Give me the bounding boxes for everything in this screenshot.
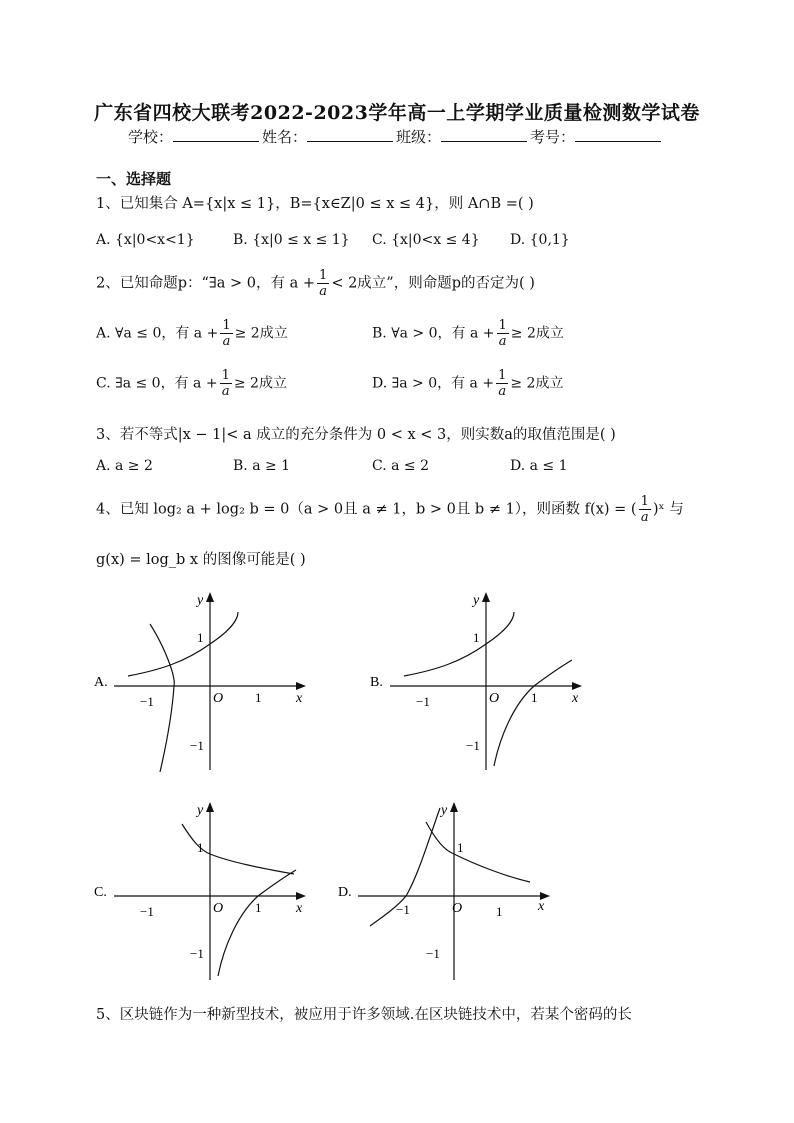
q2-option-a-post: ≥ 2成立 bbox=[234, 325, 288, 342]
y-axis-arrow bbox=[482, 592, 490, 602]
q2-option-d-fraction bbox=[496, 368, 508, 399]
y-tick-1: 1 bbox=[197, 840, 204, 855]
x-tick-1: 1 bbox=[496, 904, 503, 919]
frac-numerator: 1 bbox=[319, 268, 328, 283]
class-blank[interactable] bbox=[441, 127, 527, 142]
q1-option-a: A. {x|0<x<1} bbox=[96, 232, 195, 248]
frac-numerator: 1 bbox=[498, 368, 507, 383]
q1-option-c: C. {x|0<x ≤ 4} bbox=[372, 232, 480, 248]
graph-c bbox=[90, 796, 318, 988]
frac-numerator: 1 bbox=[222, 318, 231, 333]
y-tick-1: 1 bbox=[473, 630, 480, 645]
q5-stem: 5、区块链作为一种新型技术，被应用于许多领域.在区块链技术中，若某个密码的长 bbox=[96, 1007, 632, 1023]
q2-option-b-post: ≥ 2成立 bbox=[510, 325, 564, 342]
y-tick-neg1: −1 bbox=[426, 946, 440, 961]
exp-curve bbox=[128, 612, 238, 676]
q1-option-b: B. {x|0 ≤ x ≤ 1} bbox=[233, 232, 350, 248]
q2-option-d-pre: D. ∃a > 0，有 a + bbox=[372, 375, 495, 392]
x-tick-1: 1 bbox=[531, 690, 538, 705]
q1-stem: 1、已知集合 A={x|x ≤ 1}，B={x∈Z|0 ≤ x ≤ 4}，则 A∩B =( ) bbox=[96, 196, 534, 212]
q3-option-c: C. a ≤ 2 bbox=[372, 458, 429, 474]
x-tick-1: 1 bbox=[255, 900, 262, 915]
x-axis-label: x bbox=[572, 691, 579, 706]
q4-stem-post: )ˣ 与 bbox=[652, 501, 684, 518]
name-blank[interactable] bbox=[307, 127, 393, 142]
x-axis-arrow bbox=[296, 892, 306, 900]
q2-option-c-pre: C. ∃a ≤ 0，有 a + bbox=[96, 375, 218, 392]
frac-denominator: a bbox=[640, 510, 649, 525]
graph-b-label: B. bbox=[370, 675, 383, 690]
school-label: 学校： bbox=[128, 128, 174, 146]
frac-numerator: 1 bbox=[640, 494, 649, 509]
q2-option-d bbox=[372, 368, 563, 399]
q4-fraction bbox=[639, 494, 651, 525]
y-axis-arrow bbox=[206, 802, 214, 812]
q2-option-b-fraction bbox=[497, 318, 509, 349]
number-blank[interactable] bbox=[575, 127, 661, 142]
q2-option-a-fraction bbox=[220, 318, 232, 349]
y-axis-arrow bbox=[450, 802, 458, 812]
y-axis-arrow bbox=[206, 592, 214, 602]
x-tick-neg1: −1 bbox=[416, 694, 430, 709]
school-blank[interactable] bbox=[173, 127, 259, 142]
number-label: 考号： bbox=[530, 128, 576, 146]
x-tick-1: 1 bbox=[255, 690, 262, 705]
origin-label: O bbox=[452, 901, 463, 916]
x-axis-label: x bbox=[296, 901, 303, 916]
q2-option-d-post: ≥ 2成立 bbox=[510, 375, 564, 392]
exp-curve bbox=[404, 612, 514, 676]
q1-option-d: D. {0,1} bbox=[510, 232, 570, 248]
origin-label: O bbox=[489, 691, 500, 706]
x-tick-neg1: −1 bbox=[140, 694, 154, 709]
y-axis-label: y bbox=[473, 593, 480, 608]
name-label: 姓名： bbox=[262, 128, 308, 146]
q2-option-a bbox=[96, 318, 288, 349]
y-axis-label: y bbox=[441, 803, 448, 818]
q2-option-b bbox=[372, 318, 564, 349]
q3-stem: 3、若不等式|x − 1|< a 成立的充分条件为 0 < x < 3，则实数a的取值范围是( ) bbox=[96, 427, 616, 443]
graph-a bbox=[90, 586, 318, 778]
q3-option-d: D. a ≤ 1 bbox=[510, 458, 568, 474]
y-axis-label: y bbox=[197, 803, 204, 818]
frac-denominator: a bbox=[498, 384, 507, 399]
q3-option-a: A. a ≥ 2 bbox=[96, 458, 153, 474]
x-axis-label: x bbox=[296, 691, 303, 706]
y-axis-label: y bbox=[197, 593, 204, 608]
q4-stem-line2: g(x) = log_b x 的图像可能是( ) bbox=[96, 552, 306, 568]
q4-stem-pre: 4、已知 log₂ a + log₂ b = 0（a > 0且 a ≠ 1，b > 0且 b ≠ 1），则函数 f(x) = ( bbox=[96, 501, 637, 518]
log-curve bbox=[218, 870, 296, 976]
y-tick-1: 1 bbox=[457, 840, 464, 855]
frac-denominator: a bbox=[221, 384, 230, 399]
q3-option-b: B. a ≥ 1 bbox=[233, 458, 291, 474]
graph-a-label: A. bbox=[94, 675, 108, 690]
q2-fraction bbox=[317, 268, 329, 299]
y-tick-neg1: −1 bbox=[466, 738, 480, 753]
graph-d-label: D. bbox=[338, 885, 352, 900]
q2-option-b-pre: B. ∀a > 0，有 a + bbox=[372, 325, 495, 342]
frac-numerator: 1 bbox=[221, 368, 230, 383]
exp-curve bbox=[426, 822, 530, 882]
q2-stem bbox=[96, 268, 535, 299]
graph-b bbox=[366, 586, 594, 778]
class-label: 班级： bbox=[396, 128, 442, 146]
graph-c-label: C. bbox=[94, 885, 107, 900]
x-axis-arrow bbox=[296, 682, 306, 690]
origin-label: O bbox=[213, 691, 224, 706]
x-axis-label: x bbox=[538, 899, 545, 914]
q2-option-c-fraction bbox=[220, 368, 232, 399]
y-tick-neg1: −1 bbox=[190, 738, 204, 753]
section-heading: 一、选择题 bbox=[96, 170, 172, 188]
y-tick-1: 1 bbox=[197, 630, 204, 645]
student-info-line bbox=[128, 126, 664, 147]
q2-stem-post: < 2成立”，则命题p的否定为( ) bbox=[331, 275, 535, 292]
x-axis-arrow bbox=[572, 682, 582, 690]
q2-option-a-pre: A. ∀a ≤ 0，有 a + bbox=[96, 325, 219, 342]
y-tick-neg1: −1 bbox=[190, 946, 204, 961]
graph-d bbox=[334, 796, 562, 988]
frac-denominator: a bbox=[319, 284, 328, 299]
log-curve bbox=[494, 660, 572, 766]
frac-numerator: 1 bbox=[498, 318, 507, 333]
x-tick-neg1: −1 bbox=[140, 904, 154, 919]
page-title: 广东省四校大联考2022-2023学年高一上学期学业质量检测数学试卷 bbox=[94, 102, 700, 124]
q2-stem-pre: 2、已知命题p：“∃a > 0，有 a + bbox=[96, 275, 316, 292]
frac-denominator: a bbox=[498, 334, 507, 349]
frac-denominator: a bbox=[222, 334, 231, 349]
origin-label: O bbox=[213, 901, 224, 916]
q4-stem bbox=[96, 494, 684, 525]
q2-option-c bbox=[96, 368, 287, 399]
x-tick-neg1: −1 bbox=[396, 902, 410, 917]
q2-option-c-post: ≥ 2成立 bbox=[233, 375, 287, 392]
